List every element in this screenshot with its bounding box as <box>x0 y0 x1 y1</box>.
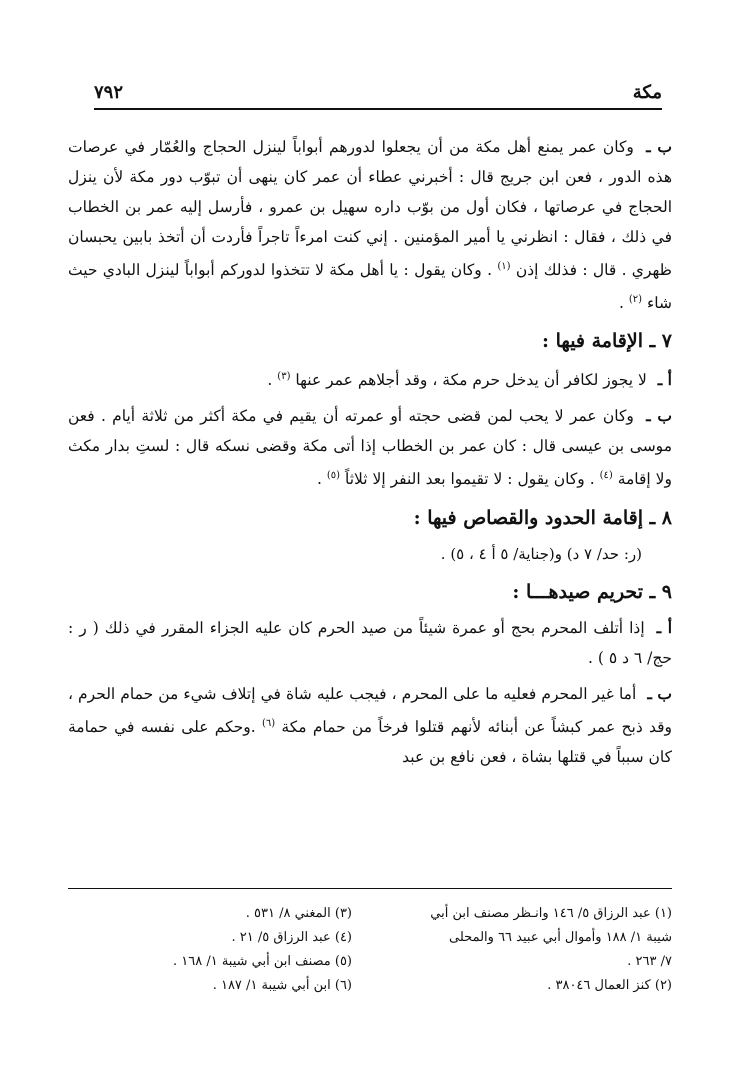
footnote-line: ٧/ ٢٦٣ . <box>627 954 672 969</box>
paragraph-end: . <box>317 470 322 489</box>
item-label: أ ـ <box>657 370 672 390</box>
main-text <box>68 132 672 778</box>
footnote-line: (١) عبد الرزاق ٥/ ١٤٦ وانـظر مصنف ابن أبي <box>430 906 672 921</box>
footnote-line: (٦) ابن أبي شيبة ١/ ١٨٧ . <box>212 978 352 993</box>
footnote-ref: (٢) <box>628 294 643 306</box>
footnote-divider <box>68 888 672 889</box>
cross-reference: (ر: حد/ ٧ د) و(جناية/ ٥ أ ٤ ، ٥) . <box>440 544 642 563</box>
footnote-ref: (٣) <box>277 371 291 383</box>
paragraph-text: . وكان يقول : لا تقيموا بعد النفر إلا ثلاثاً <box>345 470 595 489</box>
item-label: ب ـ <box>646 137 672 156</box>
footnote-line: شيبة ١/ ١٨٨ وأموال أبي عبيد ٦٦ والمحلى <box>449 930 672 945</box>
footnote-ref: (١) <box>497 261 511 272</box>
section-heading-7: ٧ ـ الإقامة فيها : <box>542 330 672 353</box>
paragraph-text: وكان عمر لا يحب لمن قضى حجته أو عمرته أن يقيم في مكة أكثر من ثلاثة أيام . فعن موسى بن عيسى قال : كان عمر بن الخطاب إذا أتى مكة وقضى نسكه قال : لستِ بدار مكث ولا إقامة <box>68 407 672 489</box>
footnote-line: (٣) المغني ٨/ ٥٣١ . <box>245 906 352 921</box>
paragraph-text: إذا أتلف المحرم بحج أو عمرة شيئاً من صيد الحرم كان عليه الجزاء المقرر في ذلك ( ر : حج/ ٦ د ٥ ) . <box>68 618 672 667</box>
paragraph-text: . وكان يقول : يا أهل مكة لا تتخذوا لدوركم أبواباً لينزل البادي حيث شاء <box>68 261 672 313</box>
footnote-line: (٥) مصنف ابن أبي شيبة ١/ ١٦٨ . <box>172 954 352 969</box>
item-label: ب ـ <box>646 406 672 426</box>
paragraph-b-residence <box>68 401 672 494</box>
footnote-ref: (٤) <box>599 470 613 482</box>
paragraph-text: وكان عمر يمنع أهل مكة من أن يجعلوا لدورهم أبواباً لينزل الحجاج والعُمّار في عرصات هذه الدور ، فعن ابن جريج قال : أخبرني عطاء أن عمر كان ينهى أن تبوّب دور مكة لأن ينزل الحجاج في عرصاتها ، فكان أول من بوّب داره سهيل بن عمرو ، فأرسل إليه عمر بن الخطاب في ذلك ، فقال : انظرني يا أمير المؤمنين . إني كنت امرءاً تاجراً فأردت أن أتخذ بابين يحبسان ظهري . قال : فذلك إذن <box>68 138 672 280</box>
paragraph-end: . <box>619 294 624 313</box>
footnote-ref: (٥) <box>326 470 341 482</box>
page-number: ٧٩٢ <box>94 82 124 103</box>
paragraph-a-residence <box>68 362 672 395</box>
paragraph-b-hunting <box>68 679 672 772</box>
section-heading-8: ٨ ـ إقامة الحدود والقصاص فيها : <box>413 506 672 529</box>
footnote-line: (٢) كنز العمال ٣٨٠٤٦ . <box>547 978 672 993</box>
page-header <box>94 82 662 110</box>
paragraph-text: لا يجوز لكافر أن يدخل حرم مكة ، وقد أجلاهم عمر عنها <box>295 371 647 390</box>
running-title: مكة <box>632 82 662 103</box>
footnotes-right-column <box>382 902 672 998</box>
footnotes-left-column <box>62 902 352 998</box>
footnote-line: (٤) عبد الرزاق ٥/ ٢١ . <box>231 930 352 945</box>
footnote-ref: (٦) <box>261 717 276 729</box>
paragraph-end: . <box>267 371 273 390</box>
item-label: أ ـ <box>656 617 672 637</box>
paragraph-text: .وحكم على نفسه في حمامة كان سبباً في قتلها بشاة ، فعن نافع بن عبد <box>68 717 672 766</box>
section-heading-9: ٩ ـ تحريم صيدهـــا : <box>512 580 672 603</box>
item-label: ب ـ <box>647 683 672 703</box>
paragraph-a-hunting <box>68 613 672 673</box>
paragraph-b-doors <box>68 132 672 318</box>
paragraph-text: أما غير المحرم فعليه ما على المحرم ، فيجب عليه شاة في إتلاف شيء من حمام الحرم ، وقد ذبح عمر كبشاً عن أبنائه لأنهم قتلوا فرخاً من حمام مكة <box>68 684 673 736</box>
